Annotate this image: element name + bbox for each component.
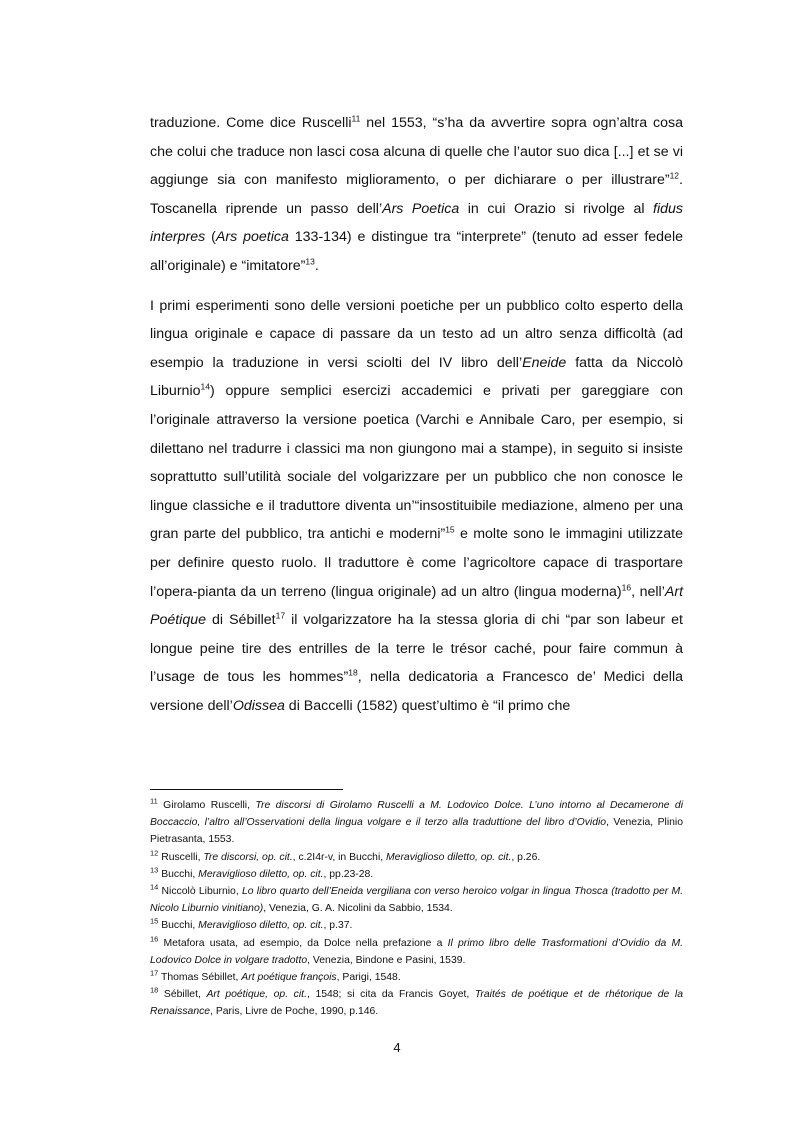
text-run: , nella dedicatoria a Francesco de’ Medici della versione dell’ <box>150 669 683 714</box>
italic-text: Tre discorsi di Girolamo Ruscelli a M. Lodovico Dolce. L’uno intorno al Decamerone di Boccaccio, l’altro all’Osservationi della lingua volgare e il terzo alla traduttione del libro d’Ovidio <box>150 800 684 829</box>
footnote <box>150 883 683 917</box>
text-run: Sébillet, <box>158 989 207 1001</box>
text-run: Ruscelli, <box>158 851 204 863</box>
footnote-reference[interactable]: 16 <box>621 581 632 592</box>
text-run: , 1548; si cita da Francis Goyet, <box>306 989 475 1001</box>
footnote-number: 12 <box>150 848 159 858</box>
text-run: e molte sono le immagini utilizzate per definire questo ruolo. Il traduttore è come l’agricoltore capace di trasportare l’opera-pianta da un terreno (lingua originale) ad un altro (lingua moderna) <box>150 526 683 600</box>
text-run: Metafora usata, ad esempio, da Dolce nella prefazione a <box>158 937 448 949</box>
footnote <box>150 797 683 849</box>
italic-text: Il primo libro delle Trasformationi d’Ovidio da M. Lodovico Dolce in volgare tradotto <box>150 937 683 966</box>
text-run: , Parigi, 1548. <box>336 972 401 984</box>
italic-text: Art Poétique <box>150 583 684 629</box>
footnote <box>150 986 683 1020</box>
footnote <box>150 917 683 934</box>
footnote-reference[interactable]: 18 <box>348 667 358 678</box>
footnote-reference[interactable]: 17 <box>275 610 286 621</box>
paragraph <box>150 292 683 721</box>
italic-text: Tre discorsi, op. cit. <box>203 851 293 863</box>
footnote-number: 16 <box>150 934 159 944</box>
text-run: il volgarizzatore ha la stessa gloria di chi “par son labeur et longue peine tire des entrilles de la terre le trésor caché, pour faire commun à l’usage de tous les hommes” <box>150 612 683 686</box>
text-run: I primi esperimenti sono delle versioni poetiche per un pubblico colto esperto della lingua originale e capace di passare da un testo ad un altro senza difficoltà (ad esempio la traduzione in versi sciolti del IV libro dell’ <box>150 297 683 371</box>
italic-text: Ars poetica <box>215 229 289 246</box>
footnotes <box>150 797 683 1021</box>
footnote-number: 17 <box>150 968 159 978</box>
footnote <box>150 969 683 986</box>
text-run: . Toscanella riprende un passo dell’ <box>150 172 683 217</box>
footnote-number: 13 <box>150 865 159 875</box>
italic-text: Meraviglioso diletto, op. cit. <box>386 851 512 863</box>
italic-text: Ars Poetica <box>382 200 460 217</box>
footnote-number: 18 <box>150 985 159 995</box>
text-run: Thomas Sébillet, <box>158 972 242 984</box>
footnote <box>150 866 683 883</box>
text-run: Girolamo Ruscelli, <box>157 800 256 811</box>
italic-text: fidus interpres <box>150 200 684 246</box>
text-run: Bucchi, <box>158 920 199 932</box>
italic-text: Odissea <box>232 697 285 714</box>
footnote-number: 14 <box>150 882 159 892</box>
text-run: fatta da Niccolò Liburnio <box>150 354 683 400</box>
text-run: , pp.23-28. <box>323 868 374 880</box>
body-text <box>150 109 683 720</box>
italic-text: Art poétique, op. cit. <box>206 989 307 1001</box>
text-run: , Venezia, Plinio Pietrasanta, 1553. <box>150 817 683 846</box>
text-run: , Paris, Livre de Poche, 1990, p.146. <box>210 1006 379 1018</box>
italic-text: Lo libro quarto dell’Eneida vergiliana con verso heroico volgar in lingua Thosca (tradotto per M. Nicolo Liburnio vinitiano) <box>150 886 683 915</box>
text-run: , c.2I4r-v, in Bucchi, <box>292 851 387 863</box>
footnote-number: 11 <box>150 796 158 806</box>
text-run: , p.37. <box>323 920 353 932</box>
text-run: , p.26. <box>511 851 541 863</box>
text-run: di Baccelli (1582) quest’ultimo è “il primo che <box>284 697 571 714</box>
italic-text: Art poétique françois <box>241 972 337 984</box>
italic-text: Meraviglioso diletto, op. cit. <box>198 868 324 880</box>
paragraph <box>150 109 683 281</box>
italic-text: Eneide <box>522 354 567 371</box>
text-run: ( <box>205 229 216 246</box>
text-run: Niccolò Liburnio, <box>158 886 242 898</box>
footnote-reference[interactable]: 15 <box>445 524 455 535</box>
footnote <box>150 849 683 866</box>
footnote-number: 15 <box>150 916 159 926</box>
text-run: Bucchi, <box>158 868 199 880</box>
text-run: nel 1553, “s’ha da avvertire sopra ogn’altra cosa che colui che traduce non lasci cosa alcuna di quelle che l’autor suo dica [...] et se vi aggiunge sia con manifesto miglioramento, o per dichiarare o per illustrare” <box>150 115 683 189</box>
italic-text: Meraviglioso diletto, op. cit. <box>198 920 324 932</box>
text-run: . <box>314 257 319 274</box>
footnote-reference[interactable]: 11 <box>351 113 361 124</box>
footnote-reference[interactable]: 12 <box>669 170 680 181</box>
footnote <box>150 935 683 969</box>
text-run: 133-134) e distingue tra “interprete” (tenuto ad esser fedele all’originale) e “imitatore” <box>150 229 683 274</box>
text-run: in cui Orazio si rivolge al <box>459 200 654 217</box>
text-run: , Venezia, Bindone e Pasini, 1539. <box>307 954 466 966</box>
text-run: traduzione. Come dice Ruscelli <box>150 115 352 131</box>
text-run: di Sébillet <box>206 612 276 629</box>
footnote-reference[interactable]: 13 <box>305 256 315 267</box>
footnote-separator <box>150 789 343 790</box>
text-run: , Venezia, G. A. Nicolini da Sabbio, 1534. <box>263 903 453 915</box>
text-run: , nell’ <box>631 583 665 600</box>
text-run: ) oppure semplici esercizi accademici e privati per gareggiare con l’originale attraverso la versione poetica (Varchi e Annibale Caro, per esempio, si dilettano nel tradurre i classici ma non giungono mai a stampe), in seguito si insiste soprattutto sull’utilità sociale del volgarizzare per un pubblico che non conosce le lingue classiche e il traduttore diventa un’“insostituibile mediazione, almeno per una gran parte del pubblico, tra antichi e moderni” <box>150 383 683 543</box>
page-number: 4 <box>393 1040 401 1055</box>
footnote-reference[interactable]: 14 <box>200 381 210 392</box>
italic-text: Traités de poétique et de rhétorique de la Renaissance <box>150 989 683 1018</box>
